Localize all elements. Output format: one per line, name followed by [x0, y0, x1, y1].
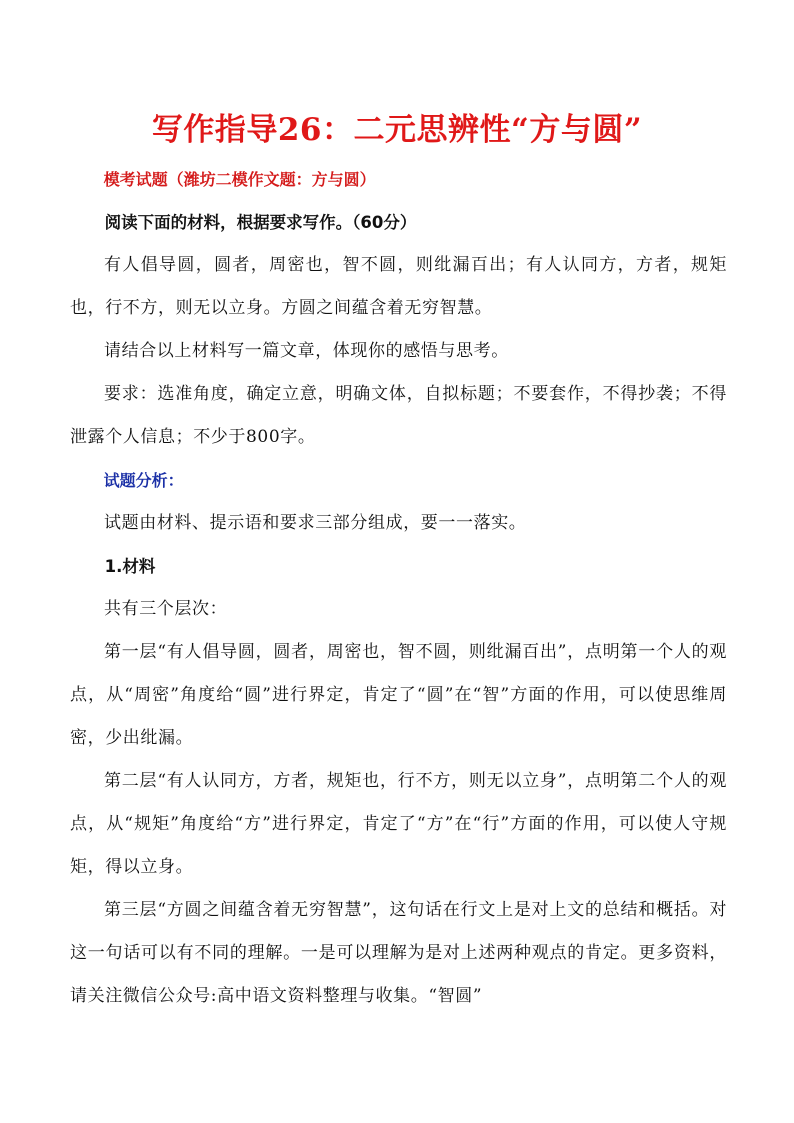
exam-heading: 模考试题（潍坊二模作文题：方与圆）	[103, 170, 376, 189]
analysis-intro: 试题由材料、提示语和要求三部分组成，要一一落实。	[104, 513, 527, 533]
level-1-paragraph: 第一层“有人倡导圆，圆者，周密也，智不圆，则纰漏百出”，点明第一个人的观点，从“周密”角度给“圆”进行界定，肯定了“圆”在“智”方面的作用，可以使思维周密，少出纰漏。	[70, 642, 727, 748]
document-body	[70, 158, 727, 1018]
instruction-line: 阅读下面的材料，根据要求写作。（60分）	[104, 213, 417, 232]
page-title: 写作指导26：二元思辨性“方与圆”	[151, 112, 643, 148]
requirements-paragraph: 要求：选准角度，确定立意，明确文体，自拟标题；不要套作，不得抄袭；不得泄露个人信息；不少于800字。	[70, 384, 727, 447]
section-heading-material: 1.材料	[104, 557, 156, 576]
level-2-paragraph: 第二层“有人认同方，方者，规矩也，行不方，则无以立身”，点明第二个人的观点，从“规矩”角度给“方”进行界定，肯定了“方”在“行”方面的作用，可以使人守规矩，得以立身。	[70, 771, 727, 877]
task-paragraph: 请结合以上材料写一篇文章，体现你的感悟与思考。	[104, 341, 509, 361]
material-paragraph: 有人倡导圆，圆者，周密也，智不圆，则纰漏百出；有人认同方，方者，规矩也，行不方，则无以立身。方圆之间蕴含着无穷智慧。	[70, 255, 727, 318]
levels-intro: 共有三个层次：	[104, 599, 228, 619]
analysis-heading: 试题分析：	[103, 471, 184, 490]
level-3-paragraph: 第三层“方圆之间蕴含着无穷智慧”，这句话在行文上是对上文的总结和概括。对这一句话可以有不同的理解。一是可以理解为是对上述两种观点的肯定。更多资料，请关注微信公众号:高中语文资料整理与收集。“智圆”	[70, 900, 727, 1006]
